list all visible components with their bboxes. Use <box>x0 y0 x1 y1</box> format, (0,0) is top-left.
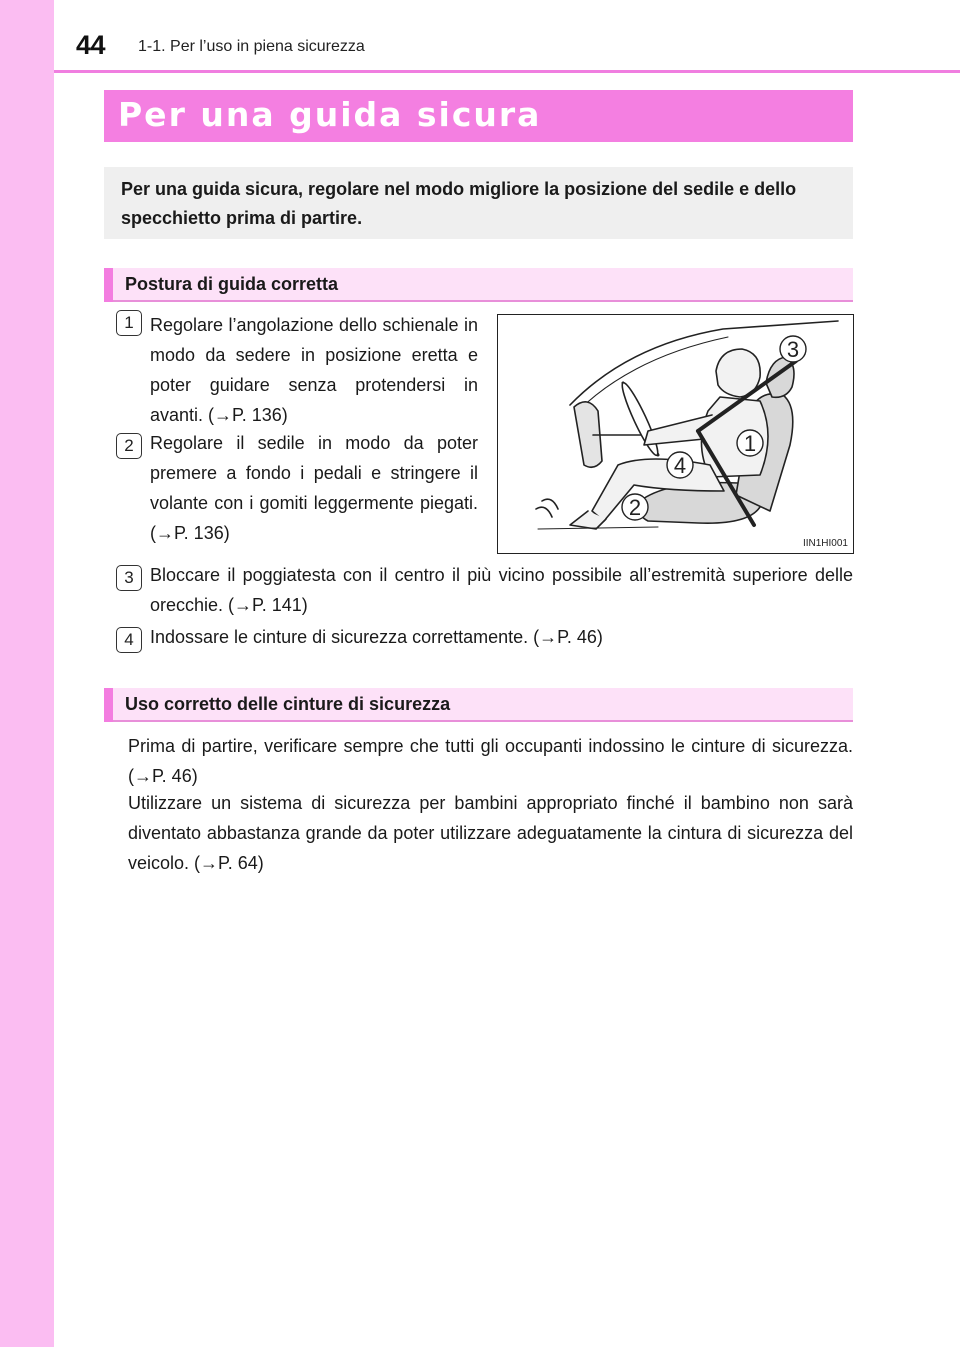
driver-seat-illustration <box>498 315 853 553</box>
section-heading-text: Uso corretto delle cinture di sicurezza <box>125 694 451 714</box>
callout-1: 1 <box>743 431 757 456</box>
driving-posture-figure <box>497 314 854 554</box>
step-number-1: 1 <box>116 310 142 336</box>
callout-3: 3 <box>786 337 800 362</box>
step-text-4: Indossare le cinture di sicurezza correttamente. (→P. 46) <box>150 627 603 647</box>
running-header: 1-1. Per l’uso in piena sicurezza <box>138 38 365 55</box>
heading-accent-bar <box>104 688 113 722</box>
heading-accent-bar <box>104 268 113 302</box>
step-text-3: Bloccare il poggiatesta con il centro il più vicino possibile all’estremità superiore delle orecchie. (→P. 141) <box>150 565 853 615</box>
callout-2: 2 <box>628 495 642 520</box>
intro-text: Per una guida sicura, regolare nel modo migliore la posizione del sedile e dello specchietto prima di partire. <box>121 179 797 228</box>
page-title-bar <box>104 90 853 142</box>
figure-code: IIN1HI001 <box>802 538 848 549</box>
header-divider <box>54 70 960 73</box>
section-heading-posture <box>104 268 853 302</box>
intro-box <box>104 167 853 239</box>
callout-4: 4 <box>673 453 687 478</box>
step-number-4: 4 <box>116 627 142 653</box>
step-text-2: Regolare il sedile in modo da poter premere a fondo i pedali e stringere il volante con i gomiti leggermente piegati. (→P. 136) <box>150 433 478 543</box>
step-text-1: Regolare l’angolazione dello schienale in modo da sedere in posizione eretta e poter guidare senza protendersi in avanti. (→P. 136) <box>150 315 478 425</box>
section-heading-text: Postura di guida corretta <box>125 274 339 294</box>
side-margin-strip <box>0 0 54 1347</box>
page-title: Per una guida sicura <box>118 95 542 134</box>
paragraph-1: Prima di partire, verificare sempre che tutti gli occupanti indossino le cinture di sicurezza. (→P. 46) <box>128 736 853 786</box>
page-number: 44 <box>76 30 106 60</box>
step-number-3: 3 <box>116 565 142 591</box>
paragraph-2: Utilizzare un sistema di sicurezza per bambini appropriato finché il bambino non sarà diventato abbastanza grande da poter utilizzare adeguatamente la cintura di sicurezza del veicolo. (→P. 64) <box>128 793 853 873</box>
step-number-2: 2 <box>116 433 142 459</box>
section-heading-seatbelts <box>104 688 853 722</box>
